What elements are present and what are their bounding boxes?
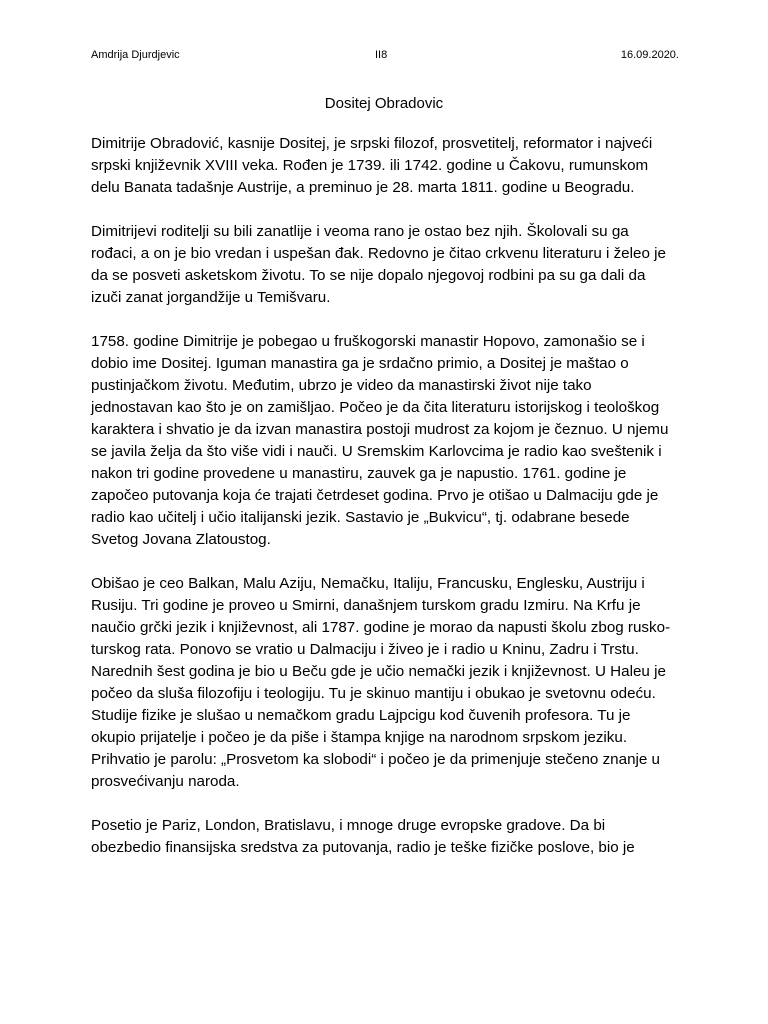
- paragraph: Dimitrijevi roditelji su bili zanatlije i veoma rano je ostao bez njih. Školovali su ga rođaci, a on je bio vredan i uspešan đak. Redovno je čitao crkvenu literaturu i želeo je da se posveti asketskom životu. To se nije dopalo njegovoj rodbini pa su ga dali da izuči zanat jorgandžije u Temišvaru.: [91, 223, 666, 306]
- paragraph: Posetio je Pariz, London, Bratislavu, i mnoge druge evropske gradove. Da bi obezbedio finansijska sredstva za putovanja, radio je teške fizičke poslove, bio je: [91, 817, 635, 856]
- author-name: Amdrija Djurdjevic: [91, 49, 180, 61]
- paragraph: Dimitrije Obradović, kasnije Dositej, je srpski filozof, prosvetitelj, reformator i najveći srpski književnik XVIII veka. Rođen je 1739. ili 1742. godine u Čakovu, rumunskom delu Banata tadašnje Austrije, a preminuo je 28. marta 1811. godine u Beogradu.: [91, 135, 653, 196]
- class-label: II8: [375, 49, 388, 61]
- document-body: [91, 133, 677, 881]
- page-header: [91, 47, 679, 63]
- document-date: 16.09.2020.: [620, 49, 679, 61]
- paragraph: Obišao je ceo Balkan, Malu Aziju, Nemačku, Italiju, Francusku, Englesku, Austriju i Rusiju. Tri godine je proveo u Smirni, današnjem turskom gradu Izmiru. Na Krfu je naučio grčki jezik i književnost, ali 1787. godine je morao da napusti školu zbog rusko-turskog rata. Ponovo se vratio u Dalmaciju i živeo je i radio u Kninu, Zadru i Trstu. Narednih šest godina je bio u Beču gde je učio nemački jezik i književnost. U Haleu je počeo da sluša filozofiju i teologiju. Tu je skinuo mantiju i obukao je svetovnu odeću. Studije fizike je slušao u nemačkom gradu Lajpcigu kod čuvenih profesora. Tu je okupio prijatelje i počeo je da piše i štampa knjige na narodnom srpskom jeziku. Prihvatio je parolu: „Prosvetom ka slobodi“ i počeo je da primenjuje stečeno znanje u prosvećivanju naroda.: [91, 575, 671, 790]
- document-title: Dositej Obradovic: [324, 95, 444, 112]
- paragraph: 1758. godine Dimitrije je pobegao u fruškogorski manastir Hopovo, zamonašio se i dobio ime Dositej. Iguman manastira ga je srdačno primio, a Dositej je maštao o pustinjačkom životu. Međutim, ubrzo je video da manastirski život nije tako jednostavan kao što je on zamišljao. Počeo je da čita literaturu istorijskog i teološkog karaktera i shvatio je da izvan manastira postoji mudrost za kojom je čeznuo. U njemu se javila želja da što više vidi i nauči. U Sremskim Karlovcima je radio kao sveštenik i nakon tri godine provedene u manastiru, zauvek ga je napustio. 1761. godine je započeo putovanja koja će trajati četrdeset godina. Prvo je otišao u Dalmaciju gde je radio kao učitelj i učio italijanski jezik. Sastavio je „Bukvicu“, tj. odabrane besede Svetog Jovana Zlatoustog.: [91, 333, 669, 548]
